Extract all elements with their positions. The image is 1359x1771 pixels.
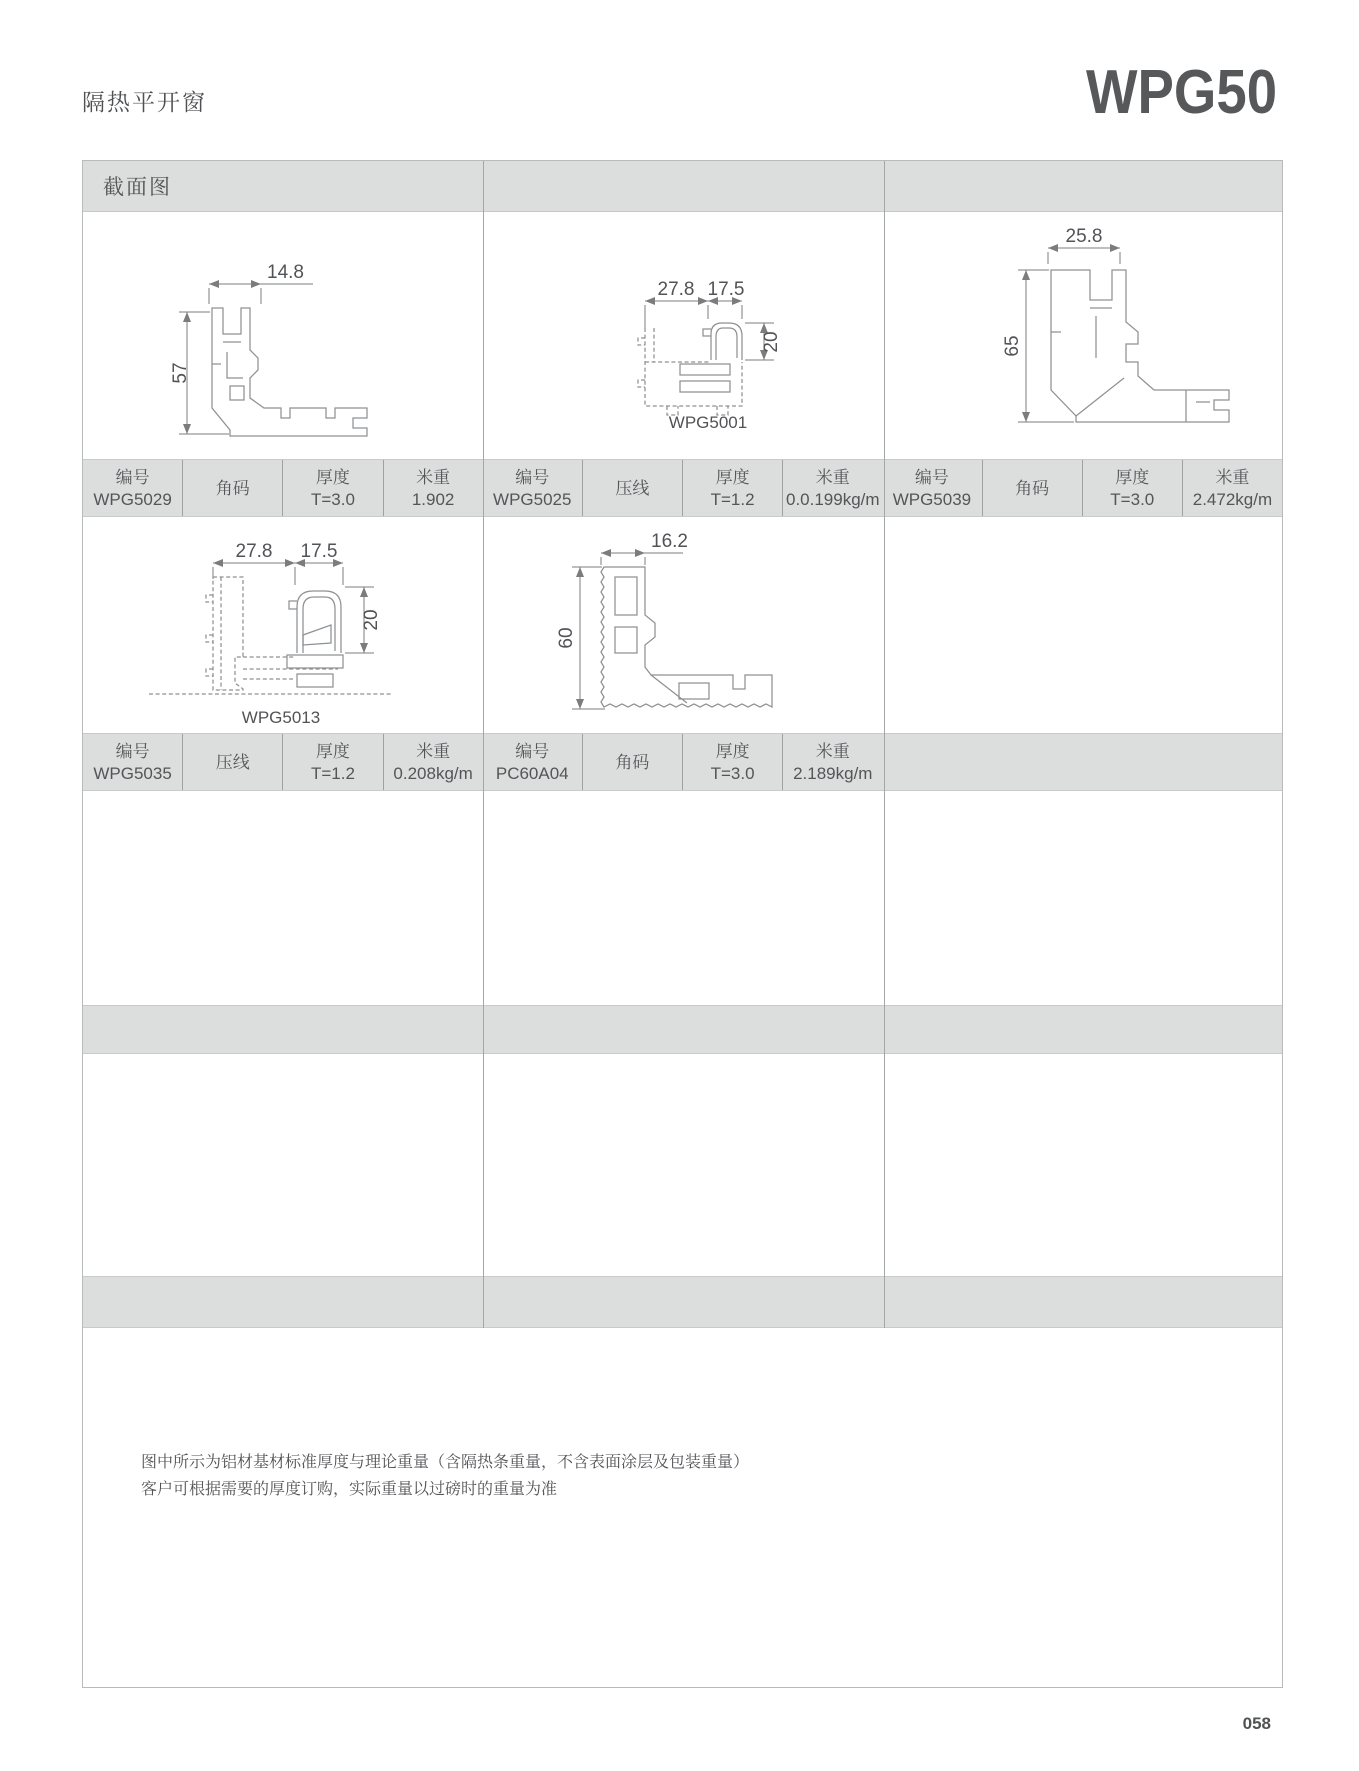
spec-value-code: PC60A04 bbox=[495, 763, 569, 783]
spec-label-weight: 米重 bbox=[416, 467, 451, 487]
profile-label: WPG5001 bbox=[668, 413, 748, 432]
spec-cell-thickness bbox=[682, 734, 782, 790]
spec-cell-code bbox=[83, 734, 182, 790]
spec-band-row1 bbox=[83, 459, 1282, 517]
spec-label-code: 编号 bbox=[115, 741, 150, 761]
spec-cell-type bbox=[582, 460, 682, 516]
dim-width1-label: 27.8 bbox=[235, 541, 273, 562]
dim-width1-label: 27.8 bbox=[657, 279, 695, 300]
profile-drawing-wpg5013 bbox=[83, 517, 483, 733]
spec-label-weight: 米重 bbox=[815, 741, 850, 761]
spec-value-type: 压线 bbox=[615, 478, 650, 498]
spec-col-r2c1 bbox=[83, 734, 483, 790]
spec-label-thickness: 厚度 bbox=[715, 467, 750, 487]
note-line-1: 图中所示为铝材基材标准厚度与理论重量（含隔热条重量，不含表面涂层及包装重量） bbox=[141, 1454, 750, 1471]
spec-value-thickness: T=3.0 bbox=[710, 763, 755, 783]
dim-height-label: 20 bbox=[761, 331, 782, 353]
spec-value-code: WPG5025 bbox=[493, 489, 572, 509]
profile-outline bbox=[601, 567, 772, 707]
spec-label-code: 编号 bbox=[515, 467, 550, 487]
spec-cell-weight bbox=[383, 460, 483, 516]
spec-cell-thickness bbox=[282, 460, 382, 516]
spec-label-thickness: 厚度 bbox=[1115, 467, 1150, 487]
spec-value-weight: 2.189kg/m bbox=[793, 763, 873, 783]
spec-value-weight: 0.0.199kg/m bbox=[785, 489, 880, 509]
spec-value-code: WPG5035 bbox=[93, 763, 172, 783]
profile-drawing-wpg5029 bbox=[83, 212, 483, 459]
dim-width2-label: 17.5 bbox=[707, 279, 745, 300]
spec-label-code: 编号 bbox=[515, 741, 550, 761]
spec-label-thickness: 厚度 bbox=[315, 467, 350, 487]
profile-outline bbox=[638, 323, 742, 415]
dim-height-label: 20 bbox=[361, 609, 382, 631]
dimension-lines bbox=[1002, 226, 1120, 422]
spec-value-thickness: T=3.0 bbox=[310, 489, 355, 509]
spec-label-weight: 米重 bbox=[1215, 467, 1250, 487]
dim-height-label: 65 bbox=[1002, 335, 1023, 357]
dim-height-label: 60 bbox=[556, 627, 577, 649]
spec-cell-code bbox=[83, 460, 182, 516]
spec-label-weight: 米重 bbox=[815, 467, 850, 487]
spec-label-code: 编号 bbox=[914, 467, 949, 487]
section-table bbox=[82, 160, 1283, 1688]
spec-cell-weight bbox=[383, 734, 483, 790]
empty-spec-band-row3 bbox=[83, 1005, 1282, 1054]
spec-cell-code bbox=[882, 460, 981, 516]
spec-col-empty bbox=[882, 734, 1282, 790]
spec-cell-type bbox=[982, 460, 1082, 516]
note-line-2: 客户可根据需要的厚度订购，实际重量以过磅时的重量为准 bbox=[141, 1481, 558, 1498]
spec-cell-type bbox=[182, 460, 282, 516]
spec-value-thickness: T=1.2 bbox=[710, 489, 755, 509]
model-title: WPG50 bbox=[1085, 58, 1277, 127]
profile-drawing-wpg5039 bbox=[884, 212, 1284, 459]
spec-label-thickness: 厚度 bbox=[315, 741, 350, 761]
page-title: 隔热平开窗 bbox=[82, 89, 207, 115]
spec-cell-code bbox=[483, 734, 582, 790]
spec-cell-weight bbox=[782, 460, 882, 516]
spec-col-r1c2 bbox=[483, 460, 883, 516]
column-divider-1 bbox=[483, 161, 484, 1328]
section-header-label: 截面图 bbox=[103, 176, 172, 199]
profile-outline bbox=[1051, 270, 1229, 422]
dim-width-label: 25.8 bbox=[1065, 226, 1103, 247]
spec-cell-code bbox=[483, 460, 582, 516]
dimension-lines bbox=[556, 531, 688, 709]
spec-value-code: WPG5039 bbox=[892, 489, 972, 509]
spec-col-r2c2 bbox=[483, 734, 883, 790]
profile-outline bbox=[149, 577, 391, 694]
dim-width2-label: 17.5 bbox=[300, 541, 338, 562]
spec-cell-type bbox=[182, 734, 282, 790]
note-block bbox=[141, 1449, 749, 1503]
spec-value-code: WPG5029 bbox=[93, 489, 172, 509]
spec-value-type: 压线 bbox=[215, 752, 250, 772]
spec-value-type: 角码 bbox=[215, 478, 250, 498]
spec-cell-weight bbox=[1182, 460, 1282, 516]
profile-drawing-pc60a04 bbox=[483, 517, 884, 733]
dim-height-label: 57 bbox=[170, 362, 191, 384]
profile-drawing-wpg5001 bbox=[483, 212, 884, 459]
table-header-row bbox=[83, 161, 1282, 212]
spec-cell-type bbox=[582, 734, 682, 790]
spec-value-weight: 1.902 bbox=[411, 489, 455, 509]
spec-value-type: 角码 bbox=[615, 752, 650, 772]
empty-spec-band-row4 bbox=[83, 1276, 1282, 1328]
spec-value-weight: 2.472kg/m bbox=[1192, 489, 1273, 509]
profile-outline bbox=[212, 308, 367, 436]
spec-cell-thickness bbox=[282, 734, 382, 790]
spec-cell-weight bbox=[782, 734, 882, 790]
spec-label-code: 编号 bbox=[115, 467, 150, 487]
spec-value-thickness: T=1.2 bbox=[310, 763, 355, 783]
spec-cell-thickness bbox=[682, 460, 782, 516]
spec-col-r1c1 bbox=[83, 460, 483, 516]
spec-cell-thickness bbox=[1082, 460, 1182, 516]
dim-width-label: 14.8 bbox=[267, 262, 304, 283]
spec-value-thickness: T=3.0 bbox=[1110, 489, 1155, 509]
spec-value-type: 角码 bbox=[1015, 478, 1050, 498]
profile-label: WPG5013 bbox=[241, 708, 321, 727]
spec-label-thickness: 厚度 bbox=[715, 741, 750, 761]
spec-value-weight: 0.208kg/m bbox=[393, 763, 473, 783]
dimension-lines bbox=[645, 279, 782, 360]
spec-col-r1c3 bbox=[882, 460, 1282, 516]
column-divider-2 bbox=[884, 161, 885, 1328]
dim-width-label: 16.2 bbox=[651, 531, 688, 552]
page-number: 058 bbox=[1242, 1714, 1271, 1733]
spec-label-weight: 米重 bbox=[416, 741, 451, 761]
spec-band-row2 bbox=[83, 733, 1282, 791]
